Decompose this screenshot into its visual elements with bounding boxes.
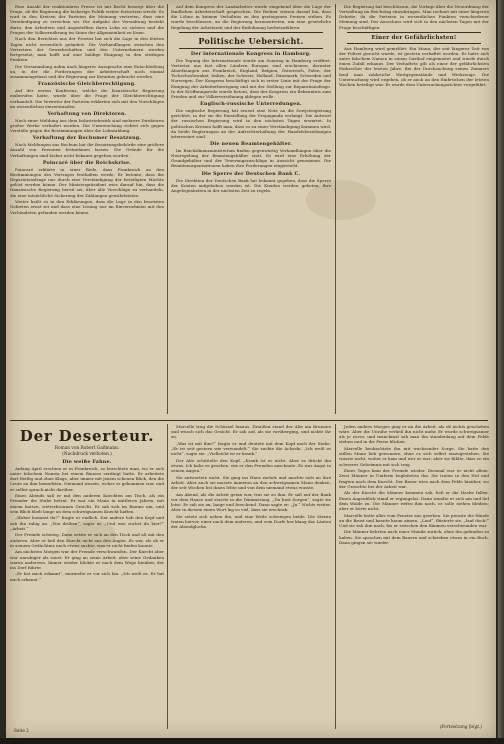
page-number: Seite 2 — [14, 728, 29, 733]
article-paragraph: Im Reichsfinanzministerium finden gegenwärtig Verhandlungen über die Neuregelung der Beamtengehälter statt. Es wird eine Erhöhung der Grundgehälter und der Teuerungszuschläge in Aussicht genommen. Die Beamtenorganisationen haben ihre Forderungen eingereicht. — [171, 147, 331, 169]
novel-author: Roman von Robert Gaßmann. — [54, 446, 120, 451]
novel-paragraph: Am Abend, als die Arbeit getan war, trat sie zu ihm. Er saß auf der Bank vor dem Hause und starrte in die Dämmerung. „Du hast Sorgen“, sagte sie leise. Er sah sie an, lange und forschend. Dann sagte er: „Ja.“ Nichts weiter. Aber in diesem einen Wort lag so viel, dass sie erschrak. — [171, 491, 331, 513]
section-rule — [347, 43, 481, 44]
novel-title: Der Deserteur. — [19, 427, 155, 445]
article-heading: Einer der Gefährlichsten! — [371, 34, 457, 41]
article-paragraph: Aus Hamburg wird gemeldet: Ein Mann, der seit längerer Zeit von der Polizei gesucht wurde, ist gestern verhaftet worden. Er hatte sich unter falschem Namen in einem Gasthof eingemietet und wurde durch einen Zufall erkannt. Der Verhaftete gilt als einer der gefährlichsten Einbrecher der letzten Jahre. Bei der Durchsuchung seines Zimmers fand man zahlreiche Wertgegenstände und Werkzeuge. Die Untersuchung wird ergeben, ob er auch an den Einbrüchen der letzten Wochen beteiligt war. Er wurde dem Untersuchungsrichter vorgeführt. — [339, 45, 489, 87]
novel-paragraph: Der Alte schüttelte den Kopf. „Krank ist er nicht. Aber es drückt ihn etwas. Ich habe es gesehen, wie er den Fremden anschaute. Es war Angst in seinen Augen.“ — [171, 457, 331, 474]
right-column-top — [339, 4, 489, 419]
section-rule — [179, 48, 323, 49]
novel-column-middle — [171, 424, 331, 729]
novel-paragraph: Sie setzte sich neben ihn, und eine Weile schwiegen beide. Die Sterne traten hervor, einer nach dem anderen, und vom Dorfe her klang das Läuten der Abendglocke. — [171, 514, 331, 530]
article-paragraph: Poincaré erklärte in einer Rede, dass Frankreich an den Bestimmungen des Vertrages festhalten werde. Er betonte, dass die Reparationsfrage nur durch eine Verständigung der beteiligten Mächte gelöst werden könne. Der Ministerpräsident wies darauf hin, dass die französische Regierung bereit sei, über alle Vorschläge zu verhandeln, die eine tatsächliche Sicherung der Zahlungen gewährleisten. — [10, 166, 164, 198]
novel-paragraph: Marcelle trug die Schüssel hinaus. Draußen stand der Alte am Brunnen und wusch sich das Gesicht. Er sah auf, als sie vorüberging, und nickte ihr zu. — [171, 424, 331, 440]
article-paragraph: Nach einer Meldung aus dem Industriebezirk sind mehrere Direktoren großer Werke verhaftet worden. Die Untersuchung richtet sich gegen Verstöße gegen die Bestimmungen über die Lohnzahlung. — [10, 117, 164, 134]
novel-paragraph: Der Fremde schwieg. Dann setzte er sich an den Tisch und aß mit den anderen. Aber er ließ den Knecht nicht aus den Augen. Es war, als ob er in seinem Gedächtnis nach etwas suchte, was er nicht finden konnte. — [10, 532, 164, 548]
section-rule — [347, 32, 481, 33]
article-heading: Die neuen Beamtengehälter. — [209, 140, 293, 147]
continued-note: (Fortsetzung folgt.) — [439, 725, 482, 730]
novel-paragraph: Anfang April erschien er in Frankreich, so berichtete man, wo er sich unter falschem Namen bei einem Bauern verdingt hatte. Er arbeitete dort fleißig und ohne Klage, aber immer mit jenem scheuen Blick, den die Leute an ihm bemerkten. Niemand wusste, woher er gekommen war, und er selbst sprach nicht darüber. — [10, 466, 164, 492]
article-paragraph: Die Tagung der Internationale wurde am Sonntag in Hamburg eröffnet. Vertreter aus fast allen Ländern Europas sind erschienen, darunter Abordnungen aus Frankreich, England, Belgien, Österreich, Polen, der Tschechoslowakei, Italien, der Schweiz, Holland, Dänemark, Schweden und Norwegen. Der Kongress beschäftigt sich in erster Linie mit der Frage der Einigung der Arbeiterbewegung und mit der Stellung zur Reparationsfrage. In der Eröffnungsrede wurde betont, dass der Kongress ein Bekenntnis zum Frieden und zur Völkerversöhnung ablegen wolle. — [171, 57, 331, 99]
section-title: Politische Uebersicht. — [198, 35, 304, 46]
novel-paragraph: Die Männer kehrten nach einer Stunde zurück, ohne ihn gefunden zu haben. Sie sprachen mit dem Bauern und schrieben etwas in ein Buch. Dann gingen sie wieder. — [339, 529, 489, 545]
article-heading: Der internationale Kongress in Hamburg. — [190, 50, 312, 57]
column-divider — [335, 4, 336, 414]
left-column-top — [10, 4, 164, 419]
article-paragraph: Die Direktion der Deutschen Bank hat bekannt gegeben, dass die Sperre der Konten aufgehoben worden ist. Die Kunden werden gebeten, ihre Angelegenheiten in der nächsten Zeit zu regeln. — [171, 177, 331, 193]
novel-paragraph: Jeden andern Morgen ging er an die Arbeit, als ob nichts geschehen wäre. Aber die Unruhe verließ ihn nicht mehr. Er wurde schweigsamer als je zuvor, und manchmal sah man ihn stundenlang auf dem Felde stehen und in die Ferne blicken. — [339, 424, 489, 445]
novel-paragraph: „Was ist mit ihm?“ fragte er und deutete mit dem Kopf nach der Stube. „Er ist seit gestern wie verwandelt.“ Sie zuckte die Achseln. „Ich weiß es nicht“, sagte sie. „Vielleicht ist er krank.“ — [171, 440, 331, 457]
article-paragraph: Nach Meldungen aus Bochum hat die Besatzungsbehörde eine größere Anzahl von Personen festnehmen lassen. Die Gründe für die Verhaftungen sind bisher nicht bekannt gegeben worden. — [10, 142, 164, 158]
middle-column-top — [171, 4, 331, 419]
novel-column-right — [339, 424, 489, 724]
novel-paragraph: „Woher kommst du?“ fragte er endlich. Der andere hob den Kopf und sah ihn ruhig an. „Von drüben“, sagte er. „Und was suchst du hier?“ „Arbeit.“ — [10, 515, 164, 531]
feuilleton-rule — [10, 420, 488, 421]
article-paragraph: Nach den Berichten aus der Provinz hat sich die Lage in den letzten Tagen nicht wesentlich geändert. Die Verhandlungen zwischen den Vertretern der Gewerkschaften und den Unternehmern werden fortgesetzt; man hofft auf eine baldige Einigung in den strittigen Punkten. — [10, 36, 164, 63]
article-paragraph: Auf der ersten Konferenz, welche die französische Regierung einberufen hatte, wurde über die Frage der Gleichberechtigung verhandelt. Die Vertreter der Parteien erklärten sich mit den Vorschlägen im wesentlichen einverstanden. — [10, 88, 164, 109]
article-paragraph: Die Versammlung nahm nach längerer Aussprache eine Entschließung an, in der die Forderungen der Arbeiterschaft noch einmal zusammengefasst und der Regierung zur Kenntnis gebracht werden. — [10, 63, 164, 80]
article-heading: Französische Gleichberechtigung. — [37, 81, 137, 88]
novel-chapter: Die weiße Fahne. — [62, 459, 112, 465]
novel-copyright: (Nachdruck verboten.) — [62, 451, 112, 457]
scan-edge — [0, 738, 504, 744]
column-divider — [167, 424, 168, 729]
novel-paragraph: Marcelle hatte alles vom Fenster aus gesehen. Sie presste die Hände an die Brust und konnte kaum atmen. „Lauf“, flüsterte sie, „lauf doch!“ Und sie sah ihm nach, bis er zwischen den Bäumen verschwunden war. — [339, 512, 489, 528]
column-divider — [167, 4, 168, 414]
article-paragraph: Weiter heißt es in den Erklärungen, dass die Lage in den besetzten Gebieten ernst sei und dass eine Lösung nur im Einvernehmen mit den Verbündeten gefunden werden könne. — [10, 199, 164, 215]
book-binding — [498, 0, 504, 744]
section-rule — [179, 32, 323, 33]
novel-paragraph: Eines Tages kam der Fremde wieder. Diesmal war er nicht allein. Zwei Männer in Uniform begleiteten ihn. Sie traten in den Hof und fragten nach dem Knecht. Der Bauer wies nach dem Felde hinüber, wo der Gesuchte bei der Arbeit war. — [339, 468, 489, 489]
article-paragraph: Auf dem Kongress der Landarbeiter wurde eingehend über die Lage der ländlichen Arbeiterschaft gesprochen. Die Redner wiesen darauf hin, dass die Löhne in keinem Verhältnis zu den gestiegenen Preisen stehen. Es wurde beschlossen, an die Regierung heranzutreten, um eine gesetzliche Regelung der Arbeitszeit und der Entlohnung herbeizuführen. — [171, 4, 331, 30]
article-paragraph: Die englische Regierung hat erneut eine Note an die Sowjetregierung gerichtet, in der sie die Einstellung der Propaganda verlangt. Die Antwort der russischen Regierung wird in den nächsten Tagen erwartet. In politischen Kreisen hofft man, dass es zu einer Verständigung kommen wird, da beide Regierungen an der Aufrechterhaltung der Handelsbeziehungen interessiert sind. — [171, 108, 331, 139]
novel-paragraph: Am nächsten Morgen war der Fremde verschwunden. Der Knecht aber war unruhiger als sonst. Er ging an seine Arbeit, aber seine Gedanken waren anderswo. Immer wieder blickte er nach dem Wege hinüber, der ins Dorf führte. — [10, 549, 164, 570]
novel-paragraph: Marcelle beobachtete ihn mit wachsender Sorge. Sie hatte den stillen Mann lieb gewonnen, ohne es sich selbst einzugestehen. Sie wusste nicht, woher er kam und wer er war; aber sie fühlte, dass er ein schweres Geheimnis mit sich trug. — [339, 446, 489, 467]
article-paragraph: Die Regierung hat beschlossen, die Vorlage über die Neuordnung der Verwaltung im Reichstag einzubringen. Man rechnet mit einer längeren Debatte, da die Parteien in wesentlichen Punkten verschiedener Meinung sind. Der Ausschuss wird sich in den nächsten Tagen mit der Frage beschäftigen. — [339, 4, 489, 30]
novel-column-left — [10, 424, 164, 729]
article-heading: Poincaré über die Reichskrise. — [42, 159, 132, 166]
novel-paragraph: Als der Knecht die Männer kommen sah, ließ er die Hacke fallen. Einen Augenblick stand er regungslos. Dann wandte er sich um und lief dem Walde zu. Die Männer riefen ihm nach, er solle stehen bleiben; aber er hörte nicht. — [339, 490, 489, 511]
article-heading: Verhaftung der Bochumer Besatzung. — [32, 135, 142, 142]
novel-paragraph: Sie antwortete nicht. Sie ging ins Haus zurück und machte sich an ihre Arbeit. Aber auch sie musste immerzu an den schweigsamen Mann denken, der seit Wochen bei ihnen lebte und von dem niemand etwas wusste. — [171, 474, 331, 491]
newspaper-page — [6, 0, 496, 738]
article-heading: Die Sperre der Deutschen Bank C. — [201, 170, 301, 177]
novel-paragraph: Eines Abends saß er mit den anderen Knechten am Tisch, als ein Fremder die Stube betrat. Er war ein Mann in mittleren Jahren, mit einem harten, wetterbraunen Gesicht. Er sah sich im Raume um, und sein Blick blieb lange an dem schweigsamen Knecht haften. — [10, 493, 164, 514]
article-paragraph: Eine Anzahl der reaktionären Presse ist mit Recht besorgt über die Frage, ob die Regierung die bisherige Politik weiter fortsetzen werde. Es wird in den Kreisen der Parteien die Meinung vertreten, dass eine Verständigung zu erreichen sei. Die Aufgabe der Verwaltung besteht darin, den Arbeitern und Angestellten ihren Lohn zu sichern und die Fragen der Volksernährung im Sinne der Allgemeinheit zu lösen. — [10, 4, 164, 35]
article-heading: Englisch-russische Unterredungen. — [200, 101, 302, 108]
article-heading: Verhaftung von Direktoren. — [47, 110, 127, 117]
novel-paragraph: „Er hat mich erkannt“, murmelte er vor sich hin. „Ich weiß es. Er hat mich erkannt.“ — [10, 571, 164, 582]
column-divider — [335, 424, 336, 729]
